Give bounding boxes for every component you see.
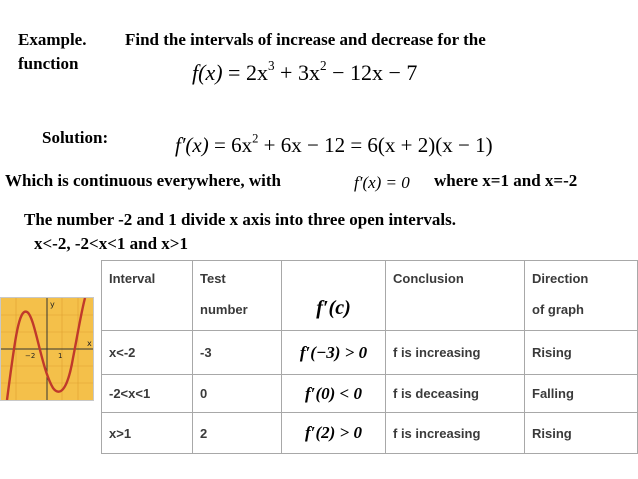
function-graph-thumbnail <box>0 297 94 401</box>
cell-interval: -2<x<1 <box>102 375 193 413</box>
cell-direction: Rising <box>525 331 638 375</box>
header-conclusion: Conclusion <box>386 261 525 331</box>
cell-conclusion: f is deceasing <box>386 375 525 413</box>
cell-interval: x<-2 <box>102 331 193 375</box>
table-row <box>102 375 638 413</box>
table-header-row <box>102 261 638 331</box>
cell-fc <box>282 331 386 375</box>
continuity-text: Which is continuous everywhere, with <box>5 171 281 190</box>
task-text-cont: function <box>18 54 79 73</box>
fprime-zero-equation: f′(x) = 0 <box>354 173 410 192</box>
f-rhs-1: = 2x <box>228 60 268 85</box>
f-rhs-3: − 12x − 7 <box>326 60 418 85</box>
cell-test: 2 <box>193 413 282 454</box>
example-label: Example. <box>18 30 87 49</box>
divide-text: The number -2 and 1 divide x axis into three open intervals. <box>24 210 456 229</box>
header-test-line2: number <box>200 302 248 317</box>
fprime-rhs-2: + 6x − 12 = 6(x + 2)(x − 1) <box>258 133 493 157</box>
fprime-rhs-1: = 6x <box>214 133 253 157</box>
table-row <box>102 331 638 375</box>
header-test-line1: Test <box>200 271 226 286</box>
fprime-lhs: f′(x) <box>175 133 209 157</box>
cell-conclusion: f is increasing <box>386 331 525 375</box>
header-fc <box>282 261 386 331</box>
header-direction-line1: Direction <box>532 271 589 286</box>
tick-label-1: 1 <box>58 352 63 360</box>
cell-fc-text: f′(0) < 0 <box>305 383 362 403</box>
header-test <box>193 261 282 331</box>
cell-test: 0 <box>193 375 282 413</box>
y-axis-label: y <box>50 300 55 309</box>
f-exp-3: 3 <box>267 58 275 74</box>
header-fc-label: f′(c) <box>316 297 351 319</box>
function-graph <box>1 298 93 400</box>
cell-test: -3 <box>193 331 282 375</box>
f-lhs: f(x) <box>192 60 223 85</box>
f-exp-2: 2 <box>319 58 327 74</box>
x-axis-label: x <box>87 339 92 348</box>
cell-direction: Rising <box>525 413 638 454</box>
cell-interval: x>1 <box>102 413 193 454</box>
cell-fc-text: f′(2) > 0 <box>305 423 362 442</box>
cell-direction: Falling <box>525 375 638 413</box>
continuity-condition: where x=1 and x=-2 <box>434 171 578 190</box>
solution-label: Solution: <box>42 128 109 147</box>
derivative-equation <box>175 133 493 158</box>
function-equation <box>192 60 417 86</box>
fprime-exp-2: 2 <box>252 131 259 146</box>
cell-conclusion: f is increasing <box>386 413 525 454</box>
task-text: Find the intervals of increase and decrease for the <box>125 30 486 49</box>
cell-fc-text: f′(−3) > 0 <box>299 342 368 362</box>
tick-label-minus-2: −2 <box>25 352 36 360</box>
intervals-text: x<-2, -2<x<1 and x>1 <box>34 234 188 253</box>
interval-table <box>101 260 638 454</box>
f-rhs-2: + 3x <box>274 60 320 85</box>
table-row <box>102 413 638 454</box>
cell-fc <box>282 375 386 413</box>
cell-fc <box>282 413 386 454</box>
header-direction-line2: of graph <box>532 302 584 317</box>
header-direction <box>525 261 638 331</box>
header-interval: Interval <box>102 261 193 331</box>
